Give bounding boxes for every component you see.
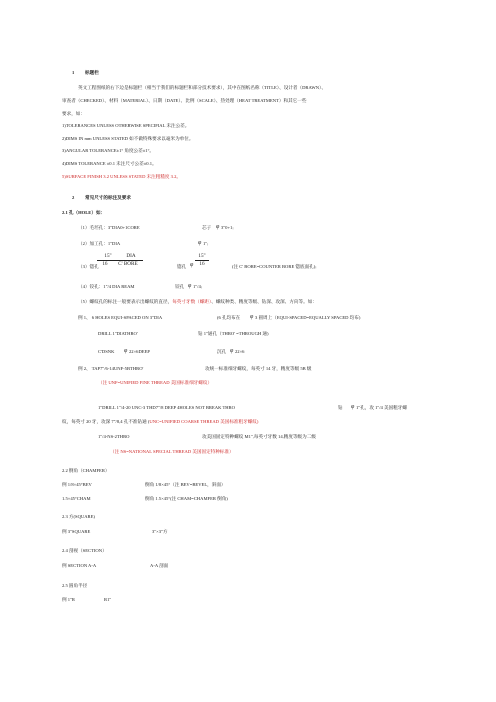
- requirement-item-4: 4)DIMS TOLERANCE ±0.1 未注尺寸公差±0.1。: [62, 161, 157, 166]
- countersink-label: C'DSNK: [98, 349, 115, 354]
- reamed-hole-chinese: 铰孔: [175, 284, 185, 289]
- fraction-label-cbore: C' BORE: [118, 261, 138, 268]
- reamed-hole-value: 1"/4;: [193, 284, 203, 289]
- counterbore-fraction-2: [195, 254, 209, 267]
- section-1-number: 1: [72, 70, 75, 75]
- thread-hole-desc: [78, 300, 317, 305]
- chamfer-example-1-chinese: 倒角 1/8×45°（注 BEV=BEVEL，斜面）: [145, 482, 226, 487]
- section-2-number: 2: [72, 195, 75, 200]
- example-3-tap-chinese: 1"孔，攻 1"/4 美国粗牙螺: [356, 405, 407, 410]
- example-1-text: 例 1、 6 HOLES EQUI-SPACED ON 3"DIA: [78, 315, 163, 320]
- example-4-chinese: 攻美国固定特种螺纹 M1",每英寸牙数 14,精度等级为二级: [202, 434, 316, 439]
- fraction-label-dia: DIA: [126, 253, 136, 259]
- fraction-denominator: 16: [102, 261, 108, 268]
- radius-example-value: R1": [104, 597, 112, 602]
- hole-machined-label: （2）加工孔：1"DIA: [78, 241, 121, 246]
- thread-desc-part-3: 、螺纹种类、精度等级、钻深、攻深、方向等。如：: [211, 299, 317, 304]
- subsection-2-5-title: 2.5 圆角半径: [62, 583, 88, 588]
- drill-thro-chinese: 钻 1"通孔（THRO' =THROUGH 通): [198, 331, 269, 336]
- countersink-value: 22×6DEEP: [129, 349, 150, 354]
- countersink-chinese-value: 22×6: [235, 349, 245, 354]
- fraction-numerator: 15": [198, 253, 206, 259]
- hole-blank-core-text: 芯子: [202, 225, 212, 230]
- section-1-paragraph-line-1: 英文工程图纸的右下边是标题栏（相当于我们的标题栏和部分技术要求），其中在图纸名称（TITLE）、设计者（DRAWN）、: [78, 85, 326, 90]
- diameter-symbol: φ: [190, 262, 194, 268]
- thread-desc-part-2: 每英寸牙数（螺距）: [172, 299, 212, 304]
- requirement-item-2: 2)DIMS IN mm UNLESS STATED 如不做特殊要求以毫米为单位。: [62, 136, 194, 141]
- section-1-paragraph-line-3: 要求，如：: [62, 111, 85, 116]
- example-2-note: （注 UNF=UNIFIED FINE THREAD 美国标准细牙螺纹）: [98, 380, 213, 385]
- counterbore-label: （3）锪孔: [78, 264, 99, 269]
- example-3-drill-chinese: 钻: [338, 405, 343, 410]
- example-2-chinese: 攻统一标准细牙螺纹，每英寸 14 牙，精度等级 5B 级: [205, 366, 312, 371]
- subsection-2-3-title: 2.3 方(SQUARE): [62, 514, 95, 519]
- drill-thro-text: DRILL 1"DIATHRO': [98, 331, 138, 336]
- requirement-item-5: 5)SURFACE FINISH 3.2 UNLESS STATED 未注粗糙度 3.2。: [62, 174, 181, 179]
- square-example: 例 3"SQUARE: [62, 529, 91, 534]
- radius-example: 例 1"R: [62, 597, 75, 602]
- chamfer-example-2: 1.5×45°CHAM: [62, 496, 91, 501]
- hole-blank-value: 3"0+1;: [221, 225, 234, 230]
- example-3-desc: 纹，每英寸 20 牙，攻深 7"/8,4 孔不准钻通 (: [62, 419, 150, 424]
- diameter-symbol: φ: [250, 314, 254, 320]
- counterbore-chinese-label: 锪孔: [177, 264, 187, 269]
- section-view-example: 例 SECTION A-A: [62, 563, 97, 568]
- subsection-2-4-title: 2.4 剖视（SECTION）: [62, 548, 107, 553]
- section-1-paragraph-line-2: 审查者（CHECKED）、材料（MATERIAL）、日期（DATE）、比例（SCALE）、热处理（HEAT TREATMENT）和其它一些: [62, 98, 307, 103]
- requirement-item-3: 3)ANGULAR TOLERANCE±1° 角度公差±1°。: [62, 148, 154, 153]
- subsection-2-1-title: 2.1 孔（HOLE）如：: [62, 210, 106, 215]
- section-2-title: 常见尺寸的标注及要求: [85, 195, 131, 200]
- example-3-text: 1"DRILL 1"/4-20 UNC-3 THD7"/8 DEEP 4HOLES NOT BREAK THRO: [98, 405, 235, 410]
- chamfer-example-1: 例 1/8×45°BEV: [62, 482, 92, 487]
- chamfer-example-2-chinese: 倒角 1.5×45°(注 CHAM=CHAMFER 倒角): [145, 496, 228, 501]
- hole-blank-label: （1）毛坯孔：3"DIA0+1CORE: [78, 225, 140, 230]
- example-4-text: 1"/4-NS-2THRO: [98, 434, 130, 439]
- requirement-item-1: 1)TOLERANCES UNLESS OTHERWISE SPECIFIAL 未注公差。: [62, 123, 190, 128]
- diameter-symbol: φ: [198, 240, 202, 246]
- diameter-symbol: φ: [230, 348, 234, 354]
- counterbore-note-text: (注 C' BORE=COUNTER BORE 锪底面孔);: [232, 264, 317, 269]
- thread-desc-part-1: （5）螺纹孔的标注一般要表示出螺纹的直径，: [78, 299, 173, 304]
- example-4-note: （注 NS=NATIONAL SPECIAL THREAD 美国固定特种标准）: [110, 449, 234, 454]
- countersink-chinese: 沉孔: [217, 349, 227, 354]
- fraction-denominator: 16: [199, 261, 205, 268]
- diameter-symbol: φ: [216, 224, 220, 230]
- diameter-symbol: φ: [351, 404, 355, 410]
- diameter-symbol: φ: [188, 283, 192, 289]
- example-1-chinese: (6 孔均布在: [217, 315, 241, 320]
- example-3-continued: [62, 420, 258, 425]
- example-1-note-text: 3 圆周上（EQUI-SPACED=EQUALLY SPACED 均布): [255, 315, 361, 320]
- section-view-chinese: A-A 剖面: [150, 563, 169, 568]
- fraction-numerator: 15": [104, 253, 112, 259]
- subsection-2-2-title: 2.2 倒角（CHAMFER）: [62, 468, 110, 473]
- reamed-hole-label: （4）铰孔：1"/4 DIA REAM: [78, 284, 135, 289]
- section-1-title: 标题栏: [85, 70, 99, 75]
- diameter-symbol: φ: [124, 348, 128, 354]
- counterbore-note: [232, 265, 317, 270]
- example-1-note: [255, 316, 360, 321]
- counterbore-fraction-1: [97, 254, 143, 267]
- example-2-text: 例 2、 TAP7"/6-14UNF-5BTHRO': [78, 366, 144, 371]
- square-example-chinese: 3"×3"方: [152, 529, 168, 534]
- example-3-unc-note: UNC=UNIFIED COARSE THREAD 美国标准粗牙螺纹): [149, 419, 259, 424]
- hole-machined-value: 1";: [203, 241, 209, 246]
